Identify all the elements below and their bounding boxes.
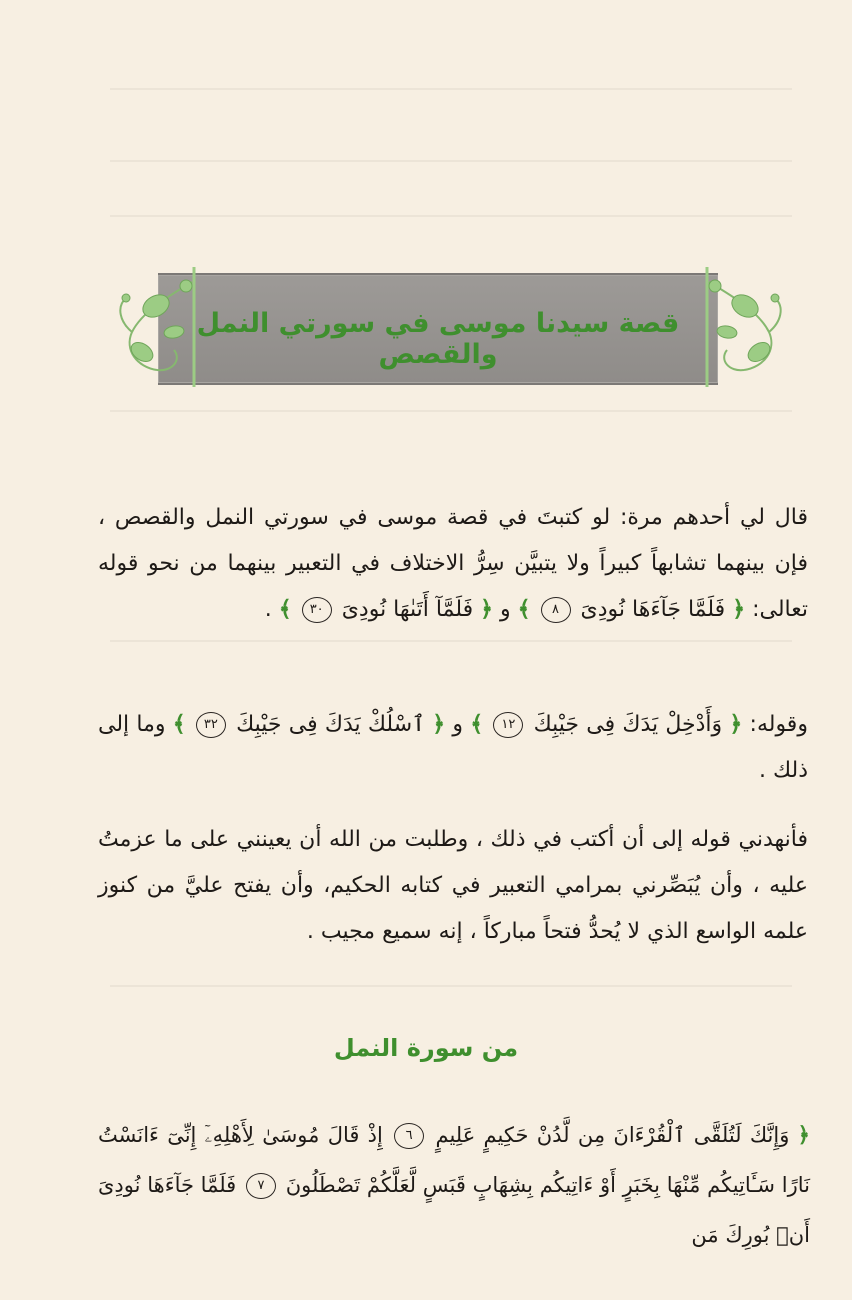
quote-brace-close: ﴾ [470,712,484,737]
verse-text: وَإِنَّكَ لَتُلَقَّى ٱلْقُرْءَانَ مِن لَّدُنْ حَكِيمٍ عَلِيمٍ [435,1123,790,1147]
quote-brace-open: ﴿ [797,1123,810,1147]
intro-paragraph [98,495,808,633]
bleed-through-line [110,215,792,217]
bleed-through-line [110,985,792,987]
intro-text: قال لي أحدهم مرة: لو كتبتَ في قصة موسى في سورتي النمل والقصص ، فإن بينهما تشابهاً كبيراً ولا يتبيَّن سِرُّ الاختلاف في التعبير بينهما من نحو قوله تعالى: [98,505,808,622]
second-paragraph [98,702,808,794]
connector-text: و [452,712,463,737]
ayah-number: ٧ [246,1173,276,1199]
lead-text: وقوله: [749,712,808,737]
quote-text: فَلَمَّا جَآءَهَا نُودِىَ [580,597,726,622]
sentence-end: . [264,597,272,622]
verse-text: فَلَمَّا جَآءَهَا نُودِىَ أَنۢ بُورِكَ مَن [98,1173,810,1247]
quote-brace-open: ﴿ [480,597,494,622]
quote-brace-open: ﴿ [432,712,446,737]
quote-text: فَلَمَّآ أَتَىٰهَا نُودِىَ [341,597,474,622]
ayah-number: ٣٠ [302,597,332,623]
quote-brace-close: ﴾ [278,597,292,622]
bleed-through-line [110,160,792,162]
tail-text: وما إلى ذلك . [98,712,808,783]
ayah-number: ٦ [394,1123,424,1149]
ayah-number: ٣٢ [196,712,226,738]
verse-text: إِذْ قَالَ مُوسَىٰ لِأَهْلِهِۦٓ إِنِّىٓ ءَانَسْتُ نَارًا سَـَٔاتِيكُم مِّنْهَا بِخَبَرٍ أَوْ ءَاتِيكُم بِشِهَابٍ قَبَسٍ لَّعَلَّكُمْ تَصْطَلُونَ [98,1123,810,1197]
quote-brace-close: ﴾ [172,712,186,737]
bleed-through-line [110,88,792,90]
ayah-number: ١٢ [493,712,523,738]
ayah-number: ٨ [541,597,571,623]
bleed-through-line [110,640,792,642]
section-heading: من سورة النمل [333,1034,519,1062]
connector-text: و [500,597,511,622]
bleed-through-line [110,410,792,412]
quran-passage [98,1110,810,1260]
quote-brace-close: ﴾ [517,597,531,622]
floral-vine-icon [697,262,789,392]
quote-text: وَأَدْخِلْ يَدَكَ فِى جَيْبِكَ [533,712,723,737]
quote-brace-open: ﴿ [732,597,746,622]
quote-text: ٱسْلُكْ يَدَكَ فِى جَيْبِكَ [236,712,426,737]
chapter-title: قصة سيدنا موسى في سورتي النمل والقصص [196,308,680,370]
chapter-title-banner [158,273,718,385]
third-paragraph: فأنهدني قوله إلى أن أكتب في ذلك ، وطلبت من الله أن يعينني على ما عزمتُ عليه ، وأن يُبَصِّرني بمرامي التعبير في كتابه الحكيم، وأن يفتح عليَّ من كنوز علمه الواسع الذي لا يُحدُّ فتحاً مباركاً ، إنه سميع مجيب . [98,827,808,944]
floral-vine-icon [112,262,204,392]
quote-brace-open: ﴿ [729,712,743,737]
